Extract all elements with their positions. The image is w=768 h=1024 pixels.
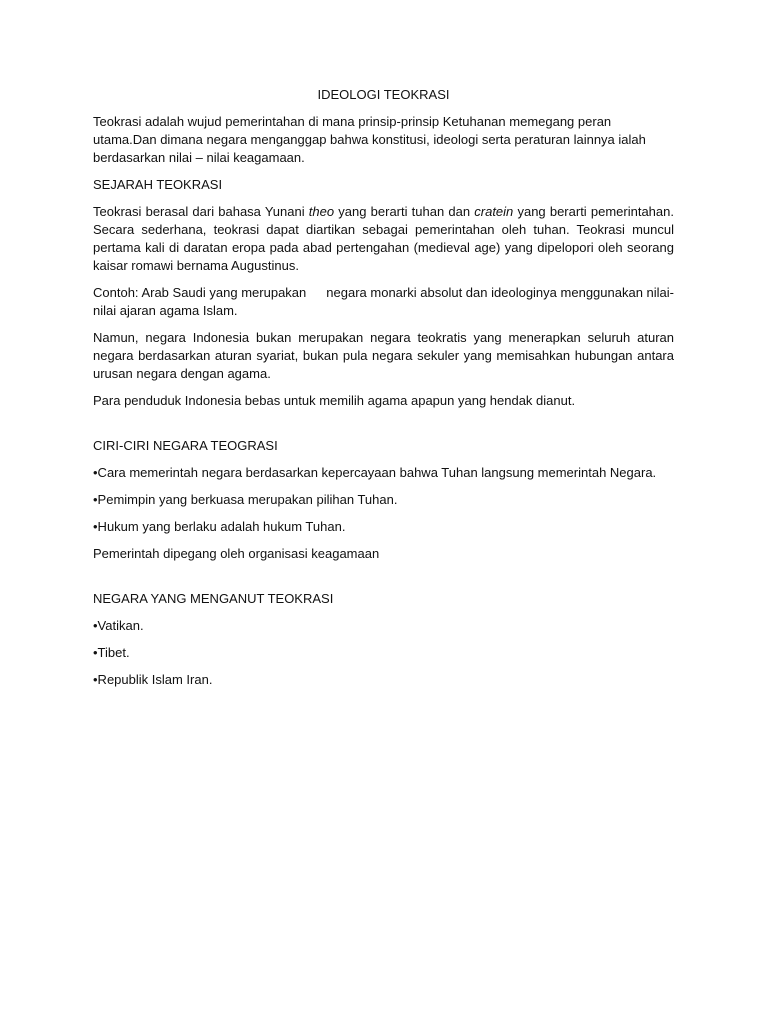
section-heading-sejarah: SEJARAH TEOKRASI — [93, 177, 223, 192]
section-heading-negara: NEGARA YANG MENGANUT TEOKRASI — [93, 591, 334, 606]
text-run: Teokrasi berasal dari bahasa Yunani — [93, 204, 309, 219]
list-item: •Republik Islam Iran. — [93, 672, 213, 687]
italic-term-theo: theo — [308, 204, 335, 219]
list-item: •Vatikan. — [93, 618, 144, 633]
text-run: yang berarti pemerintahan. Secara sederhana, teokrasi dapat diartikan sebagai pemerintahan oleh tuhan. Teokrasi muncul pertama kali di daratan eropa pada abad pertengahan (medieval age) yang dipelopori oleh seorang kaisar romawi bernama Augustinus. — [93, 204, 674, 273]
list-item: •Cara memerintah negara berdasarkan kepercayaan bahwa Tuhan langsung memerintah Negara. — [93, 465, 657, 480]
text-run: Contoh: Arab Saudi yang merupakan — [93, 285, 307, 300]
document-title: IDEOLOGI TEOKRASI — [317, 87, 450, 102]
italic-term-cratein: cratein — [474, 204, 514, 219]
intro-paragraph: Teokrasi adalah wujud pemerintahan di mana prinsip-prinsip Ketuhanan memegang peran utama.Dan dimana negara menganggap bahwa konstitusi, ideologi serta peraturan lainnya ialah berdasarkan nilai – nilai keagamaan. — [93, 114, 646, 165]
section-heading-ciri: CIRI-CIRI NEGARA TEOGRASI — [93, 438, 278, 453]
text-run: yang berarti tuhan dan — [334, 204, 475, 219]
sejarah-paragraph-4: Para penduduk Indonesia bebas untuk memilih agama apapun yang hendak dianut. — [93, 393, 576, 408]
text-run: negara monarki absolut dan ideologinya menggunakan nilai-nilai ajaran agama Islam. — [93, 285, 675, 318]
document-body — [93, 86, 674, 698]
sejarah-paragraph-1 — [93, 203, 674, 275]
contoh-paragraph — [93, 284, 674, 320]
list-item: Pemerintah dipegang oleh organisasi keagamaan — [93, 546, 380, 561]
list-item: •Pemimpin yang berkuasa merupakan pilihan Tuhan. — [93, 492, 398, 507]
list-item: •Tibet. — [93, 645, 130, 660]
list-item: •Hukum yang berlaku adalah hukum Tuhan. — [93, 519, 346, 534]
sejarah-paragraph-3: Namun, negara Indonesia bukan merupakan negara teokratis yang menerapkan seluruh aturan negara berdasarkan aturan syariat, bukan pula negara sekuler yang memisahkan hubungan antara urusan negara dengan agama. — [93, 330, 674, 381]
